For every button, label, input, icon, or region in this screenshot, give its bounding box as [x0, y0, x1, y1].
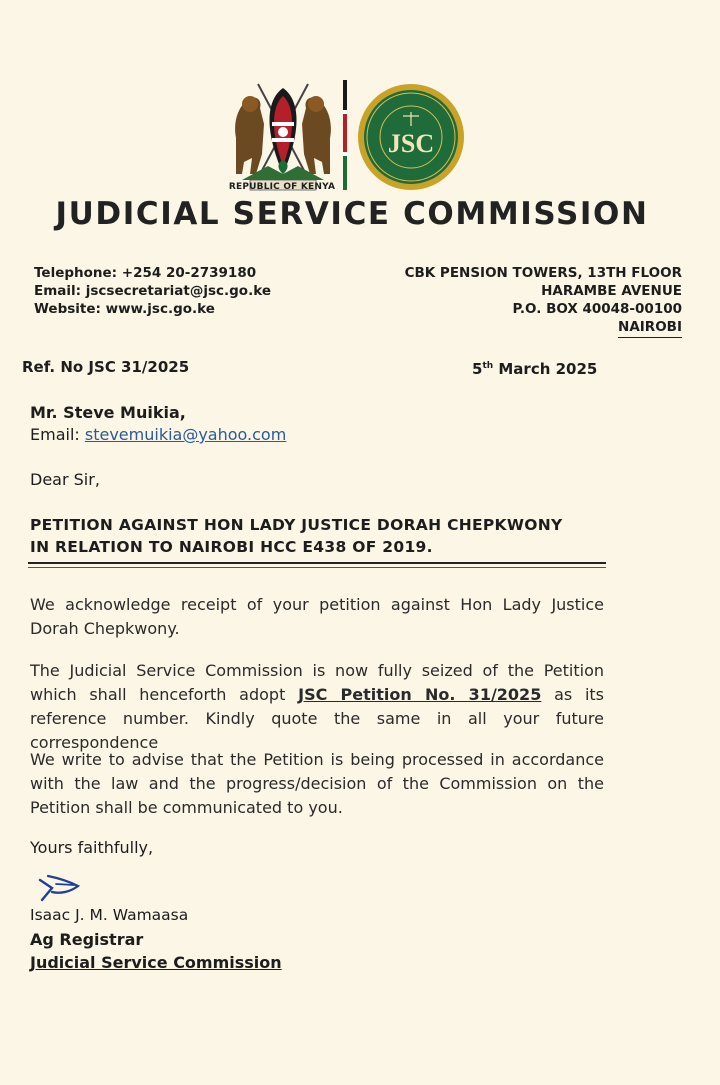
signatory-role: Ag Registrar [30, 930, 144, 949]
subject-rule-thin [28, 567, 606, 568]
address-line-2: HARAMBE AVENUE [541, 283, 682, 299]
letter-date [472, 360, 597, 378]
body-paragraph-3: We write to advise that the Petition is being processed in accordance with the law and the progress/decision of the Commission on the Petition shall be communicated to you. [30, 750, 604, 817]
subject-line-2: IN RELATION TO NAIROBI HCC E438 OF 2019. [30, 538, 433, 556]
subject-heading [30, 514, 630, 558]
coat-caption: REPUBLIC OF KENYA [228, 182, 336, 192]
date-rest: March 2025 [493, 360, 598, 378]
recipient-block [30, 402, 286, 446]
subject-rule [28, 562, 606, 564]
signatory-name: Isaac J. M. Wamaasa [30, 906, 189, 924]
reference-number: Ref. No JSC 31/2025 [22, 358, 190, 376]
contact-block [34, 264, 271, 318]
address-line-4: NAIROBI [618, 318, 682, 338]
seal-monogram: JSC [387, 129, 435, 158]
signature-icon [36, 870, 82, 904]
subject-line-1: PETITION AGAINST HON LADY JUSTICE DORAH CHEPKWONY [30, 516, 563, 534]
address-line-1: CBK PENSION TOWERS, 13TH FLOOR [404, 265, 682, 281]
p2-text-after: as its reference number. Kindly quote the same in all your future correspondence [30, 685, 605, 752]
date-day: 5 [472, 360, 483, 378]
contact-email: Email: jscsecretariat@jsc.go.ke [34, 283, 271, 299]
flag-divider [343, 80, 347, 190]
salutation: Dear Sir, [30, 470, 100, 489]
address-line-3: P.O. BOX 40048-00100 [512, 301, 682, 317]
petition-reference: JSC Petition No. 31/2025 [298, 685, 542, 704]
kenya-coat-of-arms-icon [228, 78, 338, 196]
closing: Yours faithfully, [30, 838, 154, 857]
contact-website: Website: www.jsc.go.ke [34, 301, 215, 317]
p2-text-before: The Judicial Service Commission is now fully seized of the Petition which shall henceforth adopt [30, 661, 604, 704]
recipient-name: Mr. Steve Muikia, [30, 403, 186, 422]
date-suffix: th [482, 361, 494, 371]
recipient-email-label: Email: [30, 425, 85, 444]
recipient-email-row [30, 424, 286, 446]
page-title: JUDICIAL SERVICE COMMISSION [55, 196, 649, 232]
recipient-email-link[interactable]: stevemuikia@yahoo.com [84, 425, 287, 444]
signatory-organization: Judicial Service Commission [30, 953, 282, 972]
contact-telephone: Telephone: +254 20-2739180 [34, 265, 257, 281]
jsc-seal-icon [356, 82, 466, 192]
address-block [362, 264, 682, 338]
body-paragraph-2 [30, 659, 604, 755]
body-paragraph-1: We acknowledge receipt of your petition against Hon Lady Justice Dorah Chepkwony. [30, 595, 604, 638]
